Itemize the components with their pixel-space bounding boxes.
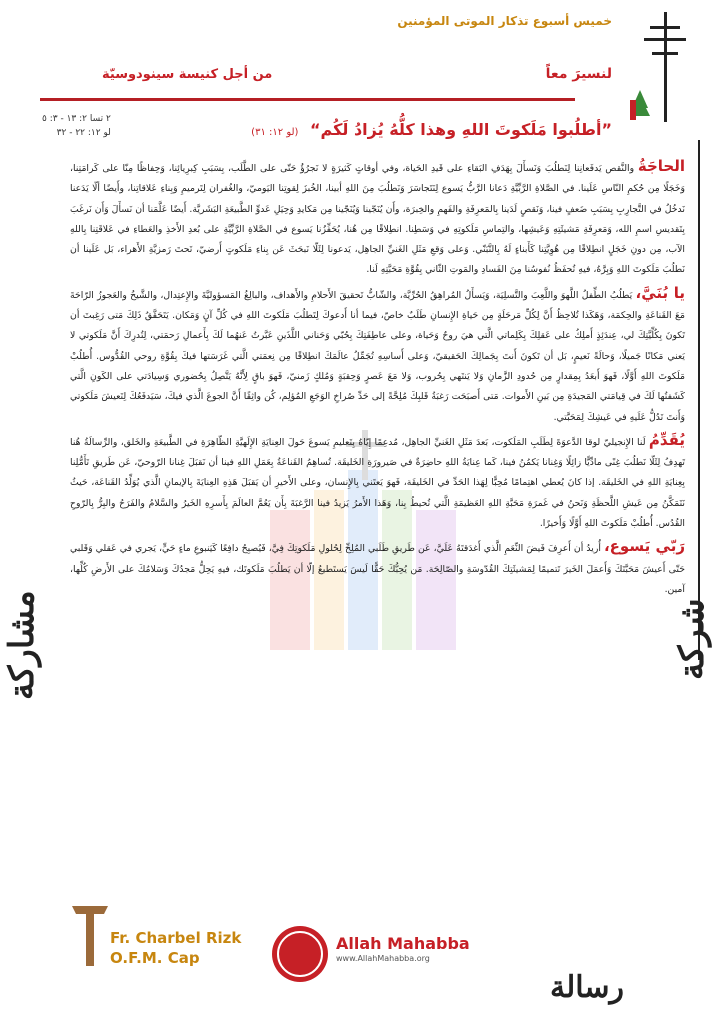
paragraph-lead: الحاجَةُ bbox=[637, 157, 685, 175]
sidebar-word-mission: رسالة bbox=[550, 970, 624, 1005]
author-line-1: Fr. Charbel Rizk bbox=[110, 929, 242, 947]
occasion-title: خميس أسبوع تذكار الموتى المؤمنين bbox=[397, 14, 612, 28]
paragraph-text: والنَّقص يَدفَعانِنا لِنَطلُبَ وَنَسأَلَ بِهَدَفِ البَقاءِ على قَيدِ الحَياة، وفي أوقاتٍ كَثيرَةٍ لا نَجرُؤُ حَتّى على الطَّلَب، بِسَبَبِ كِبرِيائِنا، وَحِفاظًا مِنّا على كَرامَتِنا، وَخَجَلًا مِن حُكمِ النّاسِ عَلَينا. في الصَّلاةِ الرَّبِّيَّةِ دَعانا الرَّبُّ يَسوع لِنَتَجاسَرَ وَنَطلُبَ مِنَ اللهِ أبينا، الخُبزَ لِقوتِنا اليَوميّ، والغُفران لِتَرميمِ وَبِناءِ عَلاقاتِنا، وأَيضًا ألّا يَدَعنا نَدخُلُ في التَّجارِبِ بِسَبَبِ ضَعفٍ فينا، وَنَقصٍ لَدَينا بِالمَعرِفَةِ والفَهمِ والخِبرَة، وأَن يُنَجّينا وَيُنَجّينا مِن مَكايدِ وَحِيَلِ عَدوِّ الطَّبيعَةِ البَشَريَّة. أَيضًا عَلَّمَنا أن نَسأَلَ وَأَن نَرغَبَ بِتَقديسِ اسمِ الله، وَمَعرِفَةِ مَشيئَتِهِ وَعَيشِها، والتِماسِ مَلَكوتِهِ في وَسَطِنا. انطِلاقًا مِن هُنا، يُحَفِّزُنا يَسوع في الصَّلاةِ الرَّبِّيَّةِ على بُعدِ الأَخذِ والعَطاءِ في عَلاقَتِنا بِاللهِ الآب، مِن دونِ خَجَلٍ انطِلاقًا مِن هُوِيَّتِنا كَأَبناءٍ لَهُ بِالتَّبَنّي. وَعلى وَقعِ مَثَلِ الغَنيِّ الجاهِل، يَدعونا لِئَلّا نَبحَثَ عَن بِناءِ مَلَكوتٍ أَرضيّ، تَحتَ رَمزيَّةِ الأَهراء، بَل عَلَينا أن نَطلُبَ مَلَكوتَ اللهِ وَبِرَّهُ، فيهِ تُحفَظُ نُفوسُنا مِنَ الفَسادِ والمَوتِ الثّاني بِقُوَّةِ مَحَبَّتِهِ لَنا. bbox=[70, 163, 685, 276]
synod-text: من أجل كنيسة سينودوسيّة bbox=[102, 66, 273, 82]
sidebar-word-participation: مشاركة bbox=[2, 590, 42, 700]
paragraph-lead: رَبّي يَسوع، bbox=[603, 537, 685, 556]
paragraph-text: أُريدُ أن أَعرِفَ فَيضَ النِّعَمِ الَّذي أَغدَقتَهُ عَلَيَّ، عَن طَريقِ طَلَبي المُلِحِّ لِحُلولِ مَلَكوتِكَ فِيَّ، فَيُصبِحُ دافِعًا كَيَنبوعِ ماءٍ حَيٍّ، يَجري في عَقلي وَقَلبي حَتّى أَعيشَ مَحَبَّتَكَ وَأَعمَلَ الخَيرَ تَتميمًا لِمَشيئَتِكَ القُدّوسَةِ والصّالِحَة. مَن يُحِبُّكَ حَقًّا لَيسَ يَستَطيعُ إلّا أن يَطلُبَ مَلَكوتَك، فيهِ يَحِلُّ مَجدُكَ وَسَلامُكَ على الأَرضِ كُلِّها، آمين. bbox=[70, 543, 685, 595]
readings bbox=[42, 112, 111, 140]
reading-2: لو ١٢: ٢٢ - ٣٢ bbox=[56, 128, 111, 138]
reading-1: ٢ تسا ٢: ١٣ - ٣: ٥ bbox=[42, 114, 111, 124]
paragraph-text: يَطلُبُ الطِّفلُ اللَّهوَ واللَّعِبَ والتَّسلِيَة، وَيَسأَلُ المُراهِقُ الحُرِّيَّة، والشّابُّ تَحقيقَ الأَحلامِ والأَهداف، والبالِغُ المَسؤوليَّةَ والإِعتِدال، والشَّيخُ والعَجوزُ الرّاحَةَ مَعَ القَناعَةِ والحِكمَة، وَهَكَذا تُلاحِظُ أَنَّ لِكُلِّ مَرحَلَةٍ مِن حَياةِ الإِنسانِ طَلَبٌ خاصّ، فيما أنا أَدعوكَ لِتَطلُبَ مَلَكوتَ اللهِ في كُلِّ آنٍ وَمَكان. يَتَحَقَّقُ ذَلِكَ مَتى رَغِبتَ أن تَكونَ بِكُلِّيَّتِكَ لي، عِندَئِذٍ أَملِكُ على عَقلِكَ بِكَلِماتي الَّتي هيَ روحٌ وَحَياة، وعلى عاطِفَتِكَ بِحُبّي وَحَناني اللَّذَينِ عَبَّرتُ عَنهُما لَكَ بِأَعمالِ رَحمَتي، لِتُدرِكَ أَنَّ مَلَكوتي لا يَعني مَكانًا جَميلًا، وَحالَةً نَعيمٍ، بَل أن تَكونَ أَنتَ بِجَمالِكَ الحَقيقيّ، وَعلى أَساسِهِ تُجَمِّلُ عالَمَكَ انطِلاقًا مِن نِعمَتي الَّتي غَرَسَتها فيكَ بِقُوَّةِ روحي القُدُّوس. أُطلُبْ مَلَكوتَ اللهِ أَوَّلًا، فَهوَ أَبعَدُ بِمِقدارٍ مِن حُدودِ الزَّمانِ وَلا يَنتَهي بِحُروب، وَلا مَعَ عَصرٍ وَحِقبَةٍ وَمُلكٍ زَمنيّ، فَهوَ باقٍ لِأَنَّهُ يَتَّصِلُ بِحُضوري وَسِيادَتي على الكَونِ الَّتي كَشَفتُها لَكَ في قِيامَتي المَجيدَةِ مِن بَينِ الأَموات. مَتى أَصبَحَت رَغبَةُ قَلبِكَ مُلِحَّةً إلى حَدِّ صُراخِ الوَجَعِ المُؤلِم، كُن واثِقًا أَنَّ الجوعَ الَّذي فيكَ، سَيَدفَعُكَ لِتَعيشَ مَلَكوتي وَأَنتَ تَدُلُّ عَلَيهِ في عَيشِكَ لِمَحَبَّتي. bbox=[70, 289, 685, 423]
paragraph bbox=[70, 430, 685, 534]
paragraph bbox=[70, 536, 685, 600]
sidebar-word-communion: شركة bbox=[672, 598, 712, 680]
page-title bbox=[251, 120, 612, 139]
title-reference: (لو ١٢: ٣١) bbox=[251, 127, 299, 138]
author-line-2: O.F.M. Cap bbox=[110, 949, 200, 967]
main-text bbox=[70, 156, 685, 602]
tau-cross-icon bbox=[70, 900, 110, 970]
author-name bbox=[110, 928, 241, 968]
cross-cedar-icon bbox=[630, 8, 690, 128]
site-name: Allah Mahabba bbox=[336, 934, 470, 953]
frame-line-right bbox=[698, 140, 700, 660]
paragraph-text: لَنا الإِنجيليّ لوقا الدَّعوَةَ لِطَلَبِ المَلَكوت، بَعدَ مَثَلِ الغَنيِّ الجاهِل، مُدعِمًا إِيّاهُ بِتَعليمِ يَسوعَ حَولَ العِنايَةِ الإِلَهيَّةِ الظّاهِرَةِ في الطَّبيعَةِ والخَلق، والرِّسالَةُ هُنا تَهدِفُ لِئَلّا نَطلُبَ غِنًى مادِّيًّا زائِلًا وَغِنانا يَكمُنُ فينا، كَما عِنايَةُ اللهِ حاضِرَةٌ في صَيرورَةِ الخَليقَة. تُساهِمُ القَناعَةُ بِعَمَلِ اللهِ فينا أن نَقبَلَ غِنانا الرّوحيّ، عَن طَريقِ تَأَمُّلِنا بِعِنايَةِ اللهِ في الخَليقَة. إذا كانَ يُعطي اهتِمامًا مُحِبًّا لِهَذا الحَدِّ في الخَليقَة، فَهوَ يَعتَني بِالإِنسان، وعلى الأَخيرِ أن يَقبَلَ هَذِهِ العِنايَةَ بِالإيمانِ الَّذي يُوَلِّدُ القَناعَة، حَيثُ نَتَمَكَّنُ مِن عَيشِ اللَّحظَةِ وَنَحنُ في غَمرَةِ مَحَبَّةِ اللهِ العَظيمَةِ الَّتي تُحيطُ بِنا، وَهَذا الأَمرُ يَزيدُ فينا الرَّغبَةَ بِأَن يَعُمَّ العالَمَ بِأَسرِهِ الخَيرُ والسَّلامُ والفَرَحُ والبِرُّ بِالرّوحِ القُدُس. أُطلُبْ مَلَكوتَ اللهِ أَوَّلًا وَأَخيرًا. bbox=[70, 436, 685, 530]
paragraph-lead: يا بُنَيَّ، bbox=[635, 283, 686, 302]
paragraph-lead: يُقَدِّمُ bbox=[648, 430, 685, 449]
allah-mahabba-logo-icon bbox=[270, 924, 330, 984]
paragraph bbox=[70, 283, 685, 428]
title-text: ”أطلُبوا مَلَكوتَ اللهِ وهذا كلُّهُ يُزادُ لَكُم“ bbox=[310, 120, 612, 139]
site-url[interactable]: www.AllahMahabba.org bbox=[336, 954, 430, 963]
header-row bbox=[102, 66, 612, 82]
motto-text: لنسيرَ معاً bbox=[545, 66, 612, 82]
paragraph bbox=[70, 156, 685, 281]
header-divider bbox=[40, 98, 575, 101]
